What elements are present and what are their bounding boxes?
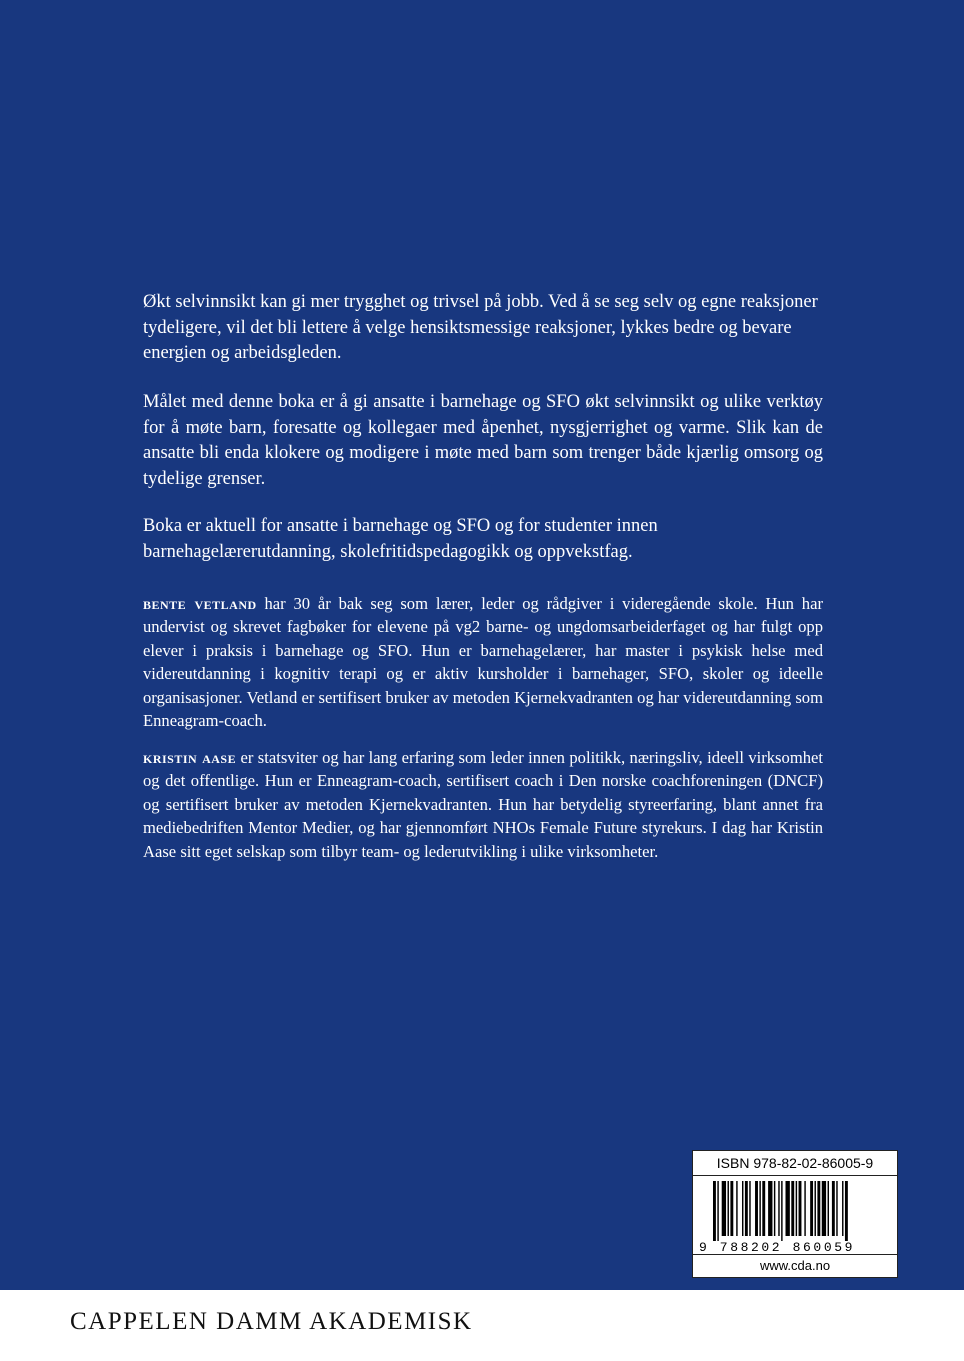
publisher-logo: CAPPELEN DAMM AKADEMISK xyxy=(70,1308,473,1335)
barcode-bar xyxy=(722,1181,726,1236)
barcode-bar xyxy=(836,1181,837,1236)
blurb-text-3: Boka er aktuell for ansatte i barnehage og SFO og for studenter innen barnehagelærerutdanning, skolefritidspedagogikk og oppvekstfag. xyxy=(143,516,658,562)
publisher-url: www.cda.no xyxy=(693,1254,897,1277)
barcode-bar xyxy=(810,1181,813,1236)
barcode-bar xyxy=(774,1181,775,1236)
barcode-bar xyxy=(749,1181,750,1236)
blurb-paragraph-3 xyxy=(143,514,823,565)
barcode-bar xyxy=(745,1181,748,1236)
author-bio-vetland xyxy=(143,592,823,732)
barcode-bar xyxy=(713,1181,716,1241)
author-bio-aase xyxy=(143,746,823,863)
barcode-bar xyxy=(778,1181,779,1236)
barcode-bar xyxy=(759,1181,760,1236)
barcode-bar xyxy=(817,1181,820,1236)
blurb-text-2: Målet med denne boka er å gi ansatte i barnehage og SFO økt selvinnsikt og ulike verktøy for å møte barn, foresatte og kollegaer med åpenhet, nysgjerrighet og varme. Slik kan de ansatte bli enda klokere og modigere i møte med barn som trenger både kjærlig omsorg og tydelige grenser. xyxy=(143,392,823,489)
barcode-bar xyxy=(786,1181,790,1236)
barcode-bar xyxy=(815,1181,816,1236)
blurb-text-1: Økt selvinnsikt kan gi mer trygghet og trivsel på jobb. Ved å se seg selv og egne reaksjoner tydeligere, vil det bli lettere å velge hensiktsmessige reaksjoner, lykkes bedre og bevare energien og arbeidsgleden. xyxy=(143,292,818,363)
blurb-paragraph-2 xyxy=(143,390,823,492)
barcode-bar xyxy=(791,1181,794,1236)
barcode-bar xyxy=(728,1181,729,1236)
barcode-bar xyxy=(828,1181,829,1236)
barcode-bar xyxy=(796,1181,797,1236)
author-name: bente vetland xyxy=(143,594,257,613)
barcode-bar xyxy=(730,1181,733,1236)
barcode-bar xyxy=(742,1181,743,1236)
barcode-bar xyxy=(762,1181,765,1236)
author-name: kristin aase xyxy=(143,748,237,767)
barcode-bar xyxy=(717,1181,718,1241)
isbn-label: ISBN 978-82-02-86005-9 xyxy=(693,1151,897,1176)
barcode-digits: 9 788202 860059 xyxy=(699,1240,856,1255)
barcode-bar xyxy=(804,1181,805,1236)
barcode-bar xyxy=(842,1181,843,1236)
barcode-bar xyxy=(781,1181,782,1241)
author-bio-text: har 30 år bak seg som lærer, leder og rådgiver i videregående skole. Hun har undervist og skrevet fagbøker for elevene på vg2 barne- og ungdomsarbeiderfaget og har fulgt opp elever i praksis i barnehage og SFO. Hun er barnehagelærer, har master i psykisk helse med videreutdanning i kognitiv terapi og er aktiv kursholder i barnehager, SFO, skoler og ideelle organisasjoner. Vetland er sertifisert bruker av metoden Kjernekvadranten og har videreutdanning som Enneagram-coach. xyxy=(143,594,823,731)
barcode-bar xyxy=(768,1181,772,1236)
barcode-bar xyxy=(845,1181,848,1241)
barcode-bar xyxy=(755,1181,758,1236)
barcode-bar xyxy=(799,1181,802,1236)
blurb-paragraph-1 xyxy=(143,290,823,367)
isbn-barcode-box xyxy=(692,1150,898,1278)
author-bio-text: er statsviter og har lang erfaring som leder innen politikk, næringsliv, ideell virksomhet og det offentlige. Hun er Enneagram-coach, sertifisert coach i Den norske coachforeningen (DNCF) og sertifisert bruker av metoden Kjernekvadranten. Hun har betydelig styreerfaring, blant annet fra mediebedriften Mentor Medier, og har gjennomført NHOs Female Future styrekurs. I dag har Kristin Aase sitt eget selskap som tilbyr team- og lederutvikling i ulike virksomheter. xyxy=(143,748,823,861)
barcode-bar xyxy=(822,1181,826,1236)
barcode-icon xyxy=(713,1181,891,1241)
barcode-bar xyxy=(736,1181,737,1236)
barcode-bar xyxy=(832,1181,835,1236)
